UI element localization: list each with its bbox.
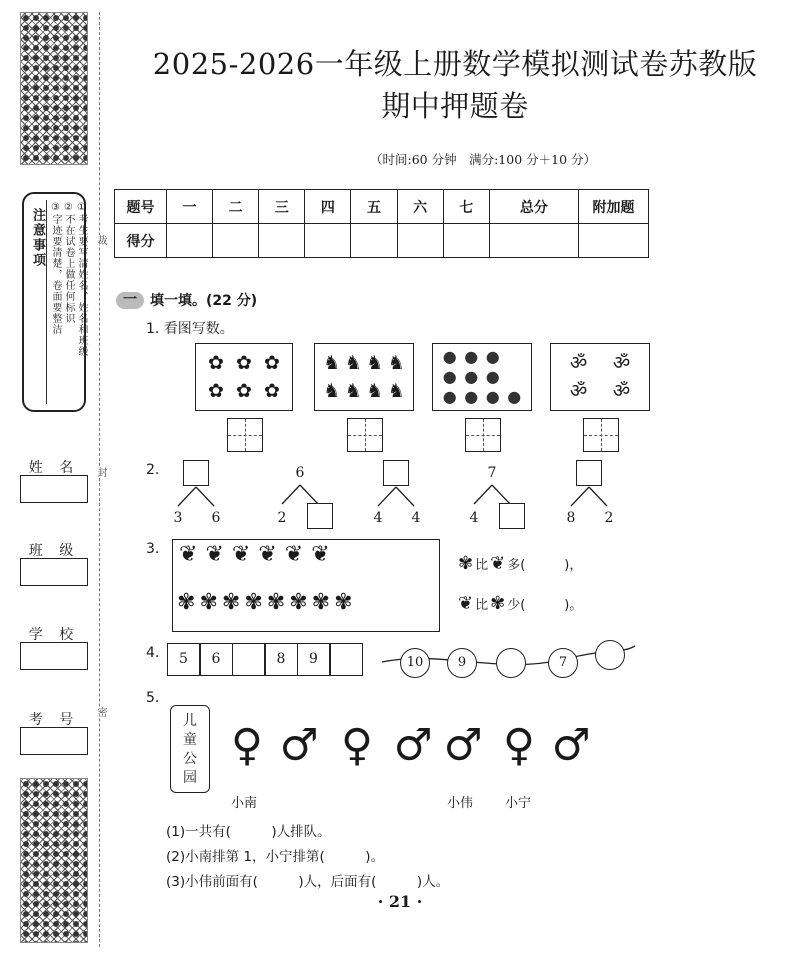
shrimp-icon: ॐ <box>569 380 588 402</box>
question-2-label: 2. <box>146 462 160 478</box>
question-5-label: 5. <box>146 690 160 706</box>
page-subtitle: 期中押题卷 <box>381 89 529 123</box>
butterfly-row <box>179 542 330 567</box>
butterfly-icon: ❦ <box>458 593 474 614</box>
sunflower-icon: ✿ <box>208 352 224 374</box>
name-label: 姓 名 <box>28 460 80 476</box>
monkey-icon: ♞ <box>387 380 405 402</box>
question-5-part-2[interactable]: (2)小南排第 1，小宁排第( )。 <box>166 849 385 865</box>
butterfly-icon: ❦ <box>205 542 224 567</box>
question-5-part-3[interactable]: (3)小伟前面有( )人，后面有( )人。 <box>166 874 450 890</box>
monkey-icon: ♞ <box>387 352 405 374</box>
cut-mark: 裁 <box>95 235 106 245</box>
butterfly-bee-picture <box>172 539 440 632</box>
header-cell: 六 <box>397 190 443 224</box>
notice-item: ③字迹要清楚，卷面要整洁 <box>50 202 61 335</box>
bee-icon: ✾ <box>334 590 353 615</box>
child-figure-icon: ♂ <box>279 720 319 771</box>
butterfly-icon: ❦ <box>311 542 330 567</box>
shrimp-icon: ॐ <box>612 380 631 402</box>
header-cell: 附加题 <box>579 190 649 224</box>
child-figure-icon: ♀ <box>230 720 264 771</box>
bead-circle: 9 <box>447 648 477 678</box>
strip-cell[interactable] <box>329 643 363 676</box>
child-name-xiaowei: 小伟 <box>447 796 474 811</box>
question-5-part-1[interactable]: (1)一共有( )人排队。 <box>166 824 331 840</box>
exam-meta: （时间:60 分钟 满分:100 分＋10 分） <box>370 152 597 167</box>
bee-icon: ✾ <box>221 590 241 615</box>
child-figure-icon: ♂ <box>393 720 433 771</box>
notice-item: ①考生要写清姓名、姓名和班级 <box>76 202 87 357</box>
monkey-icon: ♞ <box>366 380 384 402</box>
bond-number: 2 <box>277 510 287 526</box>
cut-mark: 密 <box>95 707 106 717</box>
pumpkin-icon: ● <box>464 367 479 386</box>
bead-circle[interactable] <box>595 640 625 670</box>
bee-icon: ✾ <box>177 590 196 615</box>
child-figure-icon: ♂ <box>551 720 591 771</box>
header-cell: 三 <box>259 190 305 224</box>
strip-cell: 5 <box>167 643 201 676</box>
monkey-icon: ♞ <box>344 352 362 374</box>
bond-number: 3 <box>173 510 183 526</box>
bond-number: 2 <box>604 510 614 526</box>
bee-icon: ✾ <box>490 593 506 614</box>
child-figure-icon: ♀ <box>502 720 536 771</box>
header-cell: 七 <box>443 190 489 224</box>
school-label: 学 校 <box>28 627 80 643</box>
pumpkin-icon: ● <box>442 347 457 366</box>
section-title: 填一填。(22 分) <box>150 293 258 309</box>
number-strip <box>168 643 363 676</box>
header-cell: 五 <box>351 190 397 224</box>
pumpkin-icon: ● <box>485 347 500 366</box>
cut-mark: 封 <box>95 467 106 477</box>
butterfly-icon: ❦ <box>284 542 304 567</box>
pumpkin-icon: ● <box>507 387 522 406</box>
question-3-label: 3. <box>146 541 160 557</box>
child-name-xiaoning: 小宁 <box>505 796 532 811</box>
pumpkin-icon: ● <box>464 347 479 366</box>
question-1-label: 1. 看图写数。 <box>146 321 234 337</box>
score-row-label: 得分 <box>115 224 167 258</box>
child-figure-icon: ♀ <box>340 720 374 771</box>
bond-number: 4 <box>469 510 479 526</box>
page-number: · 21 · <box>377 892 423 911</box>
bond-number: 4 <box>411 510 421 526</box>
bee-icon: ✾ <box>266 590 286 615</box>
shrimp-icon: ॐ <box>569 352 588 374</box>
pumpkin-icon: ● <box>464 387 479 406</box>
sunflower-icon: ✿ <box>236 352 252 374</box>
header-cell: 一 <box>167 190 213 224</box>
monkey-icon: ♞ <box>323 380 341 402</box>
bond-blank-box[interactable] <box>576 460 602 486</box>
strip-cell: 9 <box>297 643 331 676</box>
compare-sentence-1: ✾ 比 ❦ 多( )， <box>458 553 583 574</box>
bond-blank-box[interactable] <box>499 503 525 529</box>
pumpkin-icon: ● <box>442 367 457 386</box>
bee-icon: ✾ <box>311 590 331 615</box>
sunflower-icon: ✿ <box>236 380 252 402</box>
bond-number: 7 <box>487 465 497 481</box>
bond-number: 6 <box>295 465 305 481</box>
pumpkin-icon: ● <box>485 367 500 386</box>
compare-blank-2[interactable]: 少( )。 <box>507 598 583 613</box>
butterfly-icon: ❦ <box>258 542 277 567</box>
question-4-label: 4. <box>146 645 160 661</box>
childrens-park-sign: 儿 童 公 园 <box>170 705 210 793</box>
bead-circle[interactable] <box>496 648 526 678</box>
compare-sentence-2: ❦ 比 ✾ 少( )。 <box>458 593 583 614</box>
bond-number: 4 <box>373 510 383 526</box>
header-cell: 四 <box>305 190 351 224</box>
bee-row <box>177 590 353 615</box>
bee-icon: ✾ <box>199 590 218 615</box>
child-name-xiaonan: 小南 <box>231 796 258 811</box>
shrimp-icon: ॐ <box>612 352 631 374</box>
pumpkin-icon: ● <box>485 387 500 406</box>
bond-blank-box[interactable] <box>383 460 409 486</box>
monkey-icon: ♞ <box>344 380 362 402</box>
strip-cell[interactable] <box>232 643 266 676</box>
exam-number-label: 考 号 <box>28 712 80 728</box>
strip-cell: 8 <box>264 643 298 676</box>
notice-item: ②不在试卷上做任何标识 <box>63 202 74 324</box>
butterfly-icon: ❦ <box>179 542 198 567</box>
bee-icon: ✾ <box>458 553 474 574</box>
butterfly-icon: ❦ <box>231 542 251 567</box>
header-cell: 总分 <box>489 190 578 224</box>
monkey-icon: ♞ <box>323 352 341 374</box>
child-figure-icon: ♂ <box>443 720 483 771</box>
bee-icon: ✾ <box>289 590 308 615</box>
pumpkin-icon: ● <box>442 387 457 406</box>
compare-blank-1[interactable]: 多( )， <box>507 558 583 573</box>
header-cell: 二 <box>213 190 259 224</box>
bond-number: 6 <box>211 510 221 526</box>
bead-circle: 10 <box>400 648 430 678</box>
class-label: 班 级 <box>28 543 80 559</box>
butterfly-icon: ❦ <box>490 553 506 574</box>
section-number: 一 <box>116 292 144 309</box>
sunflower-icon: ✿ <box>264 380 280 402</box>
notice-title: 注意事项 <box>30 208 45 268</box>
bond-number: 8 <box>566 510 576 526</box>
bond-blank-box[interactable] <box>307 503 333 529</box>
strip-cell: 6 <box>199 643 233 676</box>
bond-blank-box[interactable] <box>183 460 209 486</box>
sunflower-icon: ✿ <box>264 352 280 374</box>
bead-circle: 7 <box>548 648 578 678</box>
bee-icon: ✾ <box>244 590 263 615</box>
sunflower-icon: ✿ <box>208 380 224 402</box>
monkey-icon: ♞ <box>366 352 384 374</box>
header-cell: 题号 <box>115 190 167 224</box>
page-title: 2025-2026一年级上册数学模拟测试卷苏教版 <box>152 47 758 81</box>
